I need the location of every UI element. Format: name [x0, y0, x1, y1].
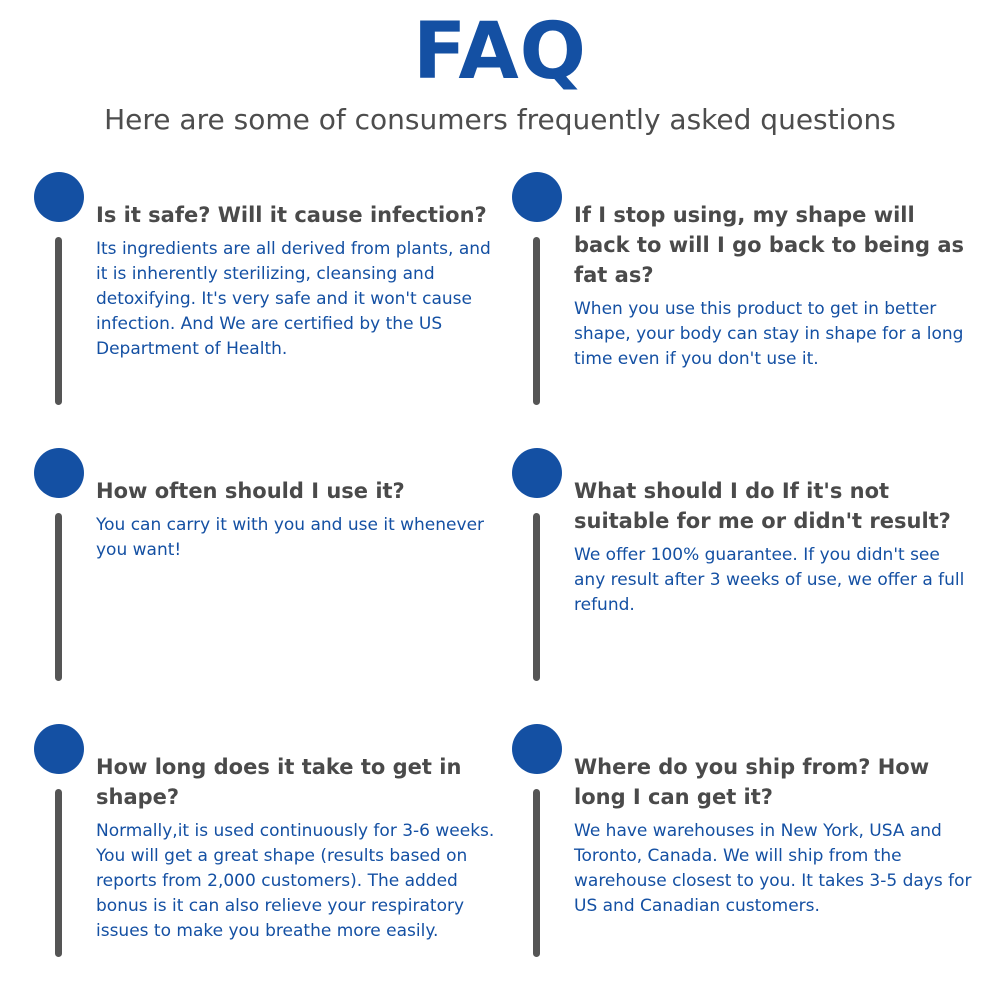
faq-question: If I stop using, my shape will back to will I go back to being as fat as?: [574, 203, 965, 287]
bullet-dot-icon: [512, 172, 562, 222]
faq-item: [96, 752, 496, 944]
timeline-bar: [533, 237, 540, 405]
faq-item: [574, 476, 974, 618]
bullet-dot-icon: [34, 172, 84, 222]
faq-answer: Normally,it is used continuously for 3-6 weeks. You will get a great shape (results based on reports from 2,000 customers). The added bonus is it can also relieve your respiratory issues to make you breathe more easily.: [96, 821, 495, 941]
faq-answer: Its ingredients are all derived from plants, and it is inherently sterilizing, cleansing and detoxifying. It's very safe and it won't cause infection. And We are certified by the US Department of Health.: [96, 239, 491, 359]
faq-answer: We have warehouses in New York, USA and Toronto, Canada. We will ship from the warehouse closest to you. It takes 3-5 days for US and Canadian customers.: [574, 821, 972, 916]
faq-question: How long does it take to get in shape?: [96, 755, 462, 809]
bullet-dot-icon: [34, 724, 84, 774]
timeline-bar: [55, 789, 62, 957]
faq-item: [96, 476, 496, 563]
faq-answer: You can carry it with you and use it whenever you want!: [96, 515, 485, 560]
timeline-bar: [533, 513, 540, 681]
timeline-bar: [533, 789, 540, 957]
bullet-dot-icon: [34, 448, 84, 498]
faq-item: [96, 200, 496, 362]
faq-item: [574, 200, 974, 372]
faq-question: Is it safe? Will it cause infection?: [96, 203, 487, 227]
faq-question: Where do you ship from? How long I can get it?: [574, 755, 930, 809]
faq-answer: We offer 100% guarantee. If you didn't see any result after 3 weeks of use, we offer a full refund.: [574, 545, 965, 615]
page-title: FAQ: [412, 7, 587, 97]
timeline-bar: [55, 513, 62, 681]
bullet-dot-icon: [512, 448, 562, 498]
faq-question: How often should I use it?: [96, 479, 405, 503]
timeline-bar: [55, 237, 62, 405]
faq-answer: When you use this product to get in better shape, your body can stay in shape for a long time even if you don't use it.: [574, 299, 964, 369]
bullet-dot-icon: [512, 724, 562, 774]
faq-question: What should I do If it's not suitable for me or didn't result?: [574, 479, 951, 533]
page-subtitle: Here are some of consumers frequently asked questions: [104, 103, 896, 136]
faq-item: [574, 752, 974, 919]
